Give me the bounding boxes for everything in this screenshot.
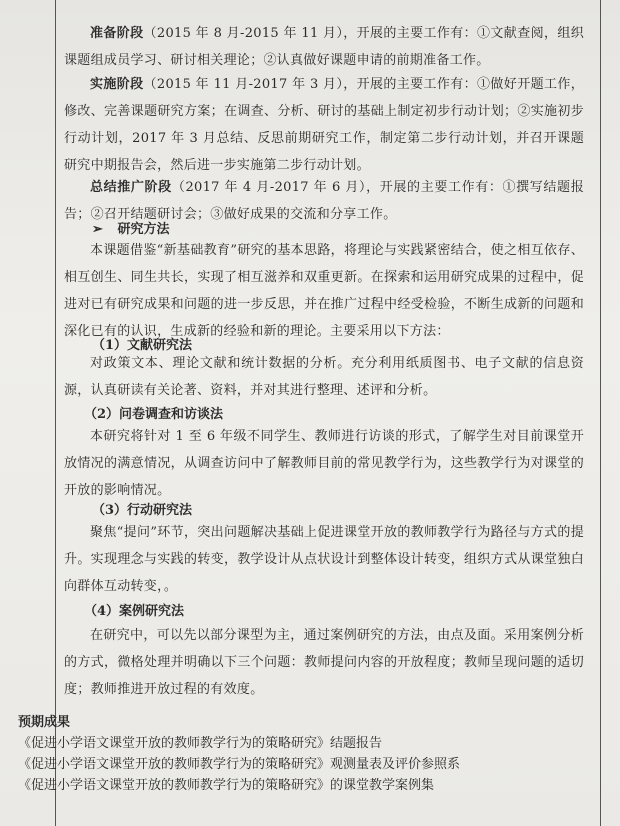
method-3-text: 聚焦“提问”环节，突出问题解决基础上促进课堂开放的教师教学行为路径与方式的提升。实现理念与实践的转变，教学设计从点状设计到整体设计转变，组织方式从课堂独白向群体互动转变，。: [64, 525, 584, 594]
method-2-text: 本研究将针对 1 至 6 年级不同学生、教师进行访谈的形式，了解学生对目前课堂开放情况的满意情况，从调查访问中了解教师目前的常见教学行为，这些教学行为对课堂的开放的影响情况。: [64, 429, 584, 498]
method-1-text: 对政策文本、理论文献和统计数据的分析。充分利用纸质图书、电子文献的信息资源，认真研读有关论著、资料，并对其进行整理、述评和分析。: [64, 356, 584, 398]
method-1-title: （1）文献研究法: [92, 338, 193, 353]
stage-impl-text: （2015 年 11 月-2017 年 3 月），开展的主要工作有：①做好开题工作，修改、完善课题研究方案；在调查、分析、研讨的基础上制定初步行动计划；②实施初步行动计划，2017 年 3 月总结、反思前期研究工作，制定第二步行动计划，并召开课题研究中期报告会，然后进一步实施第二步行动计划。: [64, 77, 584, 173]
stage-summary-text: （2017 年 4 月-2017 年 6 月），开展的主要工作有：①撰写结题报告；②召开结题研讨会；③做好成果的交流和分享工作。: [64, 180, 584, 222]
outcome-item-1: 《促进小学语文课堂开放的教师教学行为的策略研究》结题报告: [18, 736, 383, 751]
table-border-left: [55, 0, 56, 826]
outcomes-title: 预期成果: [18, 715, 71, 730]
methods-title: 研究方法: [117, 222, 170, 237]
method-4-text: 在研究中，可以先以部分课型为主，通过案例研究的方法，由点及面。采用案例分析的方式，微格处理并明确以下三个问题：教师提问内容的开放程度；教师呈现问题的适切度；教师推进开放过程的有效度。: [64, 628, 584, 697]
methods-heading: [92, 218, 169, 237]
outcome-item-3: 《促进小学语文课堂开放的教师教学行为的策略研究》的课堂教学案例集: [18, 778, 435, 793]
stage-prep-label: 准备阶段: [90, 26, 144, 41]
bullet-arrow-icon: ➢: [92, 222, 103, 237]
methods-intro: 本课题借鉴“新基础教育”研究的基本思路，将理论与实践紧密结合，使之相互依存、相互创生、同生共长，实现了相互滋养和双重更新。在探索和运用研究成果的过程中，促进对已有研究成果和问题的进一步反思，并在推广过程中经受检验，不断生成新的问题和深化已有的认识，生成新的经验和新的理论。主要采用以下方法：: [64, 243, 584, 339]
stage-summary-label: 总结推广阶段: [90, 180, 172, 195]
outcome-item-2: 《促进小学语文课堂开放的教师教学行为的策略研究》观测量表及评价参照系: [18, 757, 461, 772]
stage-impl-label: 实施阶段: [90, 77, 144, 92]
stage-prep-paragraph: [64, 20, 584, 74]
stage-impl-paragraph: [64, 71, 584, 179]
method-2-title: （2）问卷调查和访谈法: [84, 407, 224, 422]
method-3-title: （3）行动研究法: [92, 503, 193, 518]
table-border-right: [600, 0, 601, 826]
expected-outcomes: [18, 712, 578, 796]
stage-prep-text: （2015 年 8 月-2015 年 11 月），开展的主要工作有：①文献查阅，组织课题组成员学习、研讨相关理论；②认真做好课题申请的前期准备工作。: [64, 26, 584, 68]
method-4-title: （4）案例研究法: [84, 604, 185, 619]
